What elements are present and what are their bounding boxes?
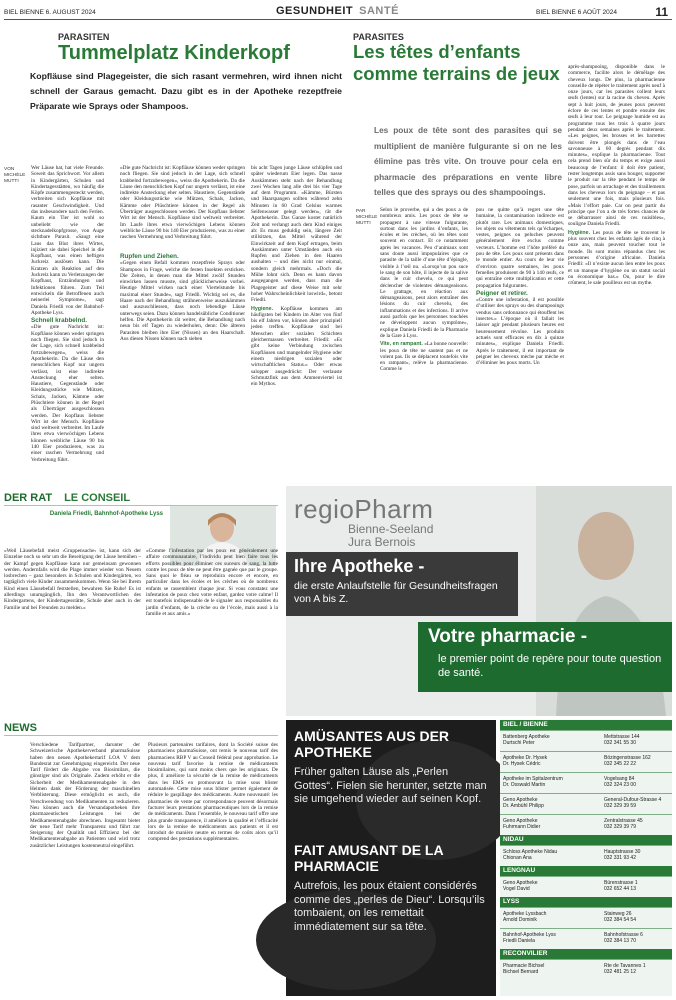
de-col2: «Die gute Nachricht ist: Kopfläuse können weder springen noch fliegen. Sie sind jedoch in der Lage, sich schnell krabbelnd fortzubewegen», weiss die Apothekerin. Da die Läuse den menschlichen Kopf nur ungern verlässt, ist eine indirekte Ansteckung eher selten. Haustiere, Gegenstände oder Kleidungsstücke wie Mützen, Schals, Jacken, Kämme oder Plüschtiere können in der Regel als Überträger ausgeschlossen werden. Der Kopflaus liebster Wirt ist der Mensch. Kopfläuse sind weltweit verbreitet. Im Laufe ihres etwa vierwöchigen Lebens können weibliche Läuse 90 bis 140 Eier produzieren, was zu einer raschen Vermehrung und Verbreitung führt. Rupfen und Ziehen. «Gegen einen Befall kommen rezeptfreie Sprays oder Shampoos in Frage, welche die festen Insekten ersticken. Die Zeiten, in denen man die Mittel zwölf Stunden einwirken lassen musste, sind glücklicherweise vorbei. Heutige Mittel wirken nach einer Viertelstunde bis maximal einer Stunde», sagt Friedli. Wichtig sei es, die Haare nach der Behandlung strähnenweise auszukämmen und auszuschliessen, dass noch lebendige Läuse unterwegs seien. Dazu können handelsübliche Conditioner helfen. Die Apothekerin rät weiter, die Behandlung nach neun bis elf Tagen zu wiederholen, denn: Die älteren Parasiten bleiben ihre Eier (Nissen) an den Haarschaft. Aus diesen Nissen können nach sieben bbox=[120, 165, 245, 342]
lice-ad bbox=[286, 720, 496, 996]
pharmacy-name: Bahnhof-Apotheke Lyss Friedli Daniela bbox=[503, 932, 556, 944]
ad-fr-title: Votre pharmacie - bbox=[428, 626, 588, 647]
pharmacy-name: Geno Apotheke Fuhrmann Didier bbox=[503, 818, 541, 830]
de-col1: Wer Läuse hat, hat viele Freunde. Soweit das Sprichwort. Vor allem in Kindergärten, Schulen und Kindertagesstätten, wo häufig die Köpfe zusammengesteckt werden, verbreiten sich Kopfläuse mit rasanter Geschwindigkeit. Und das insbesondere nach den Ferien. Kaum ein Tier ist wohl so unbeliebt wie der stecknadelkopfgrosse, von Auge sichtbare Parasit. «Saugt eine Laus das Blut ihres Wirtes, injiziert sie dabei Speichel in die Kopfhaut, was einen heftigen Juckreiz auslösen kann. Die Kratzen als Reaktion auf den Juckreiz kann zu Verletzungen der Kopfhaut, Entzündungen und Infektionen führen. Zum Teil entwickeln die Betroffenen auch neinerlei Symptome», sagt Daniela Friedli von der Bahnhof-Apotheke Lyss. Schnell krabbelnd. «Die gute Nachricht ist: Kopfläuse können weder springen noch fliegen. Sie sind jedoch in der Lage, sich schnell krabbelnd fortzubewegen», weiss die Apothekerin. Da die Läuse den menschlichen Kopf nur ungern verlässt, ist eine indirekte Ansteckung eher selten. Haustiere, Gegenstände oder Kleidungsstücke wie Mützen, Schals, Jacken, Kämme oder Plüschtiere können in der Regel als Überträger ausgeschlossen werden. Der Kopflaus liebster Wirt ist der Mensch. Kopfläuse sind weltweit verbreitet. Im Laufe ihres etwa vierwöchigen Lebens können weibliche Läuse 90 bis 140 Eier produzieren, was zu einer raschen Vermehrung und Verbreitung führt. bbox=[31, 165, 104, 463]
de-col3: bis acht Tagen junge Läuse schlüpfen und später wiederum Eier legen. Das nasse Auskämmen steht nach der Behandlung zwei Wochen lang alle drei bis vier Tage auf dem Programm. «Kämme, Bürsten und Haarspangen sollten während zehn Minuten in 60 Grad Celsius warmes Seifenwasser gelegt werden», rät die Apothekerin. Das Ganze kostet natürlich Zeit und verlangt auch dem Kind einiges ab: Es muss geduldig sein, längere Zeit stillsitzen, das Mittel während der Einwirkzeit auf dem Kopf ertragen, beim Auskämmen unter Umständen auch ein Rupfen und Ziehen in den Haaren aushalten – und dies nicht nur einmal, sondern gleich mehrmals. «Doch die Mühe lohnt sich. Denn es kann davon ausgegangen werden, dass man die Plagegeister auf diese Weise mit sehr hoher Wahrscheinlichkeit loswird», betont Friedli. Hygiene. Kopfläuse kommen am häufigsten bei Kindern im Alter von fünf bis elf Jahren vor, können aber prinzipiell jeden treffen. Kopfläuse sind bei Menschen aller sozialen Schichten gleichermassen verbreitet. Friedli: «Es gibt keine Verbindung zwischen Kopfläusen und mangelnder Hygiene oder einem niedrigen sozialen oder wirtschaftlichen Status.» Oder etwas salopper ausgedrückt: Der verlauste Schmutzfink aus dem Ammenviertel ist ein Mythos. bbox=[251, 165, 342, 388]
de-sub3: Hygiene. bbox=[251, 305, 274, 312]
news-header: NEWS bbox=[4, 718, 278, 736]
fr-sub2: Peigner et retirer. bbox=[476, 289, 528, 297]
der-rat-author: Daniela Friedli, Bahnhof-Apotheke Lyss bbox=[49, 511, 163, 517]
ad-lice-de-title: AMÜSANTES AUS DER APOTHEKE bbox=[294, 728, 450, 760]
ad-de-text: die erste Anlaufstelle für Gesundheitsfragen von A bis Z. bbox=[294, 580, 498, 605]
regiopharm-region-2: Jura Bernois bbox=[348, 535, 416, 549]
pharmacy-address: General-Dufour-Strasse 4 032 329 39 59 bbox=[604, 797, 662, 809]
pharmacy-name: Geno Apotheke Dr. Ambühl Philipp bbox=[503, 797, 544, 809]
pharmacy-entry bbox=[500, 876, 672, 897]
pharmacy-name: Apotheke im Spitalzentrum Dr. Osswald Martin bbox=[503, 776, 563, 788]
pharmacy-entry bbox=[500, 928, 672, 949]
pharmacy-entry bbox=[500, 772, 672, 793]
pharmacy-name: Geno Apotheke Vogel David bbox=[503, 880, 538, 892]
regiopharm-ad[interactable] bbox=[286, 486, 672, 716]
ad-lice-fr-title: FAIT AMUSANT DE LA PHARMACIE bbox=[294, 842, 444, 874]
ad-de-title: Ihre Apotheke - bbox=[294, 556, 425, 576]
header-date-de: BIEL BIENNE 6. AUGUST 2024 bbox=[4, 9, 96, 16]
pharmacy-address: Hauptstrasse 30 032 331 93 42 bbox=[604, 849, 641, 861]
ad-fr-box bbox=[418, 622, 672, 692]
page-number: 11 bbox=[655, 5, 668, 19]
de-kicker: PARASITEN bbox=[58, 32, 110, 42]
pharmacy-region-header: BIEL / BIENNE bbox=[500, 720, 672, 730]
fr-sub3: Hygiène. bbox=[568, 229, 591, 236]
de-title: Tummelplatz Kinderkopf bbox=[58, 42, 290, 64]
pharmacy-address: Rte de Tavannes 1 032 481 25 12 bbox=[604, 963, 646, 975]
fr-byline: PAR MICHÈLE MUTTI bbox=[356, 209, 378, 226]
pharmacy-address: Bürenstrasse 1 032 652 44 13 bbox=[604, 880, 638, 892]
ad-lice-de-text: Früher galten Läuse als „Perlen Gottes“. Fielen sie herunter, setzte man sie umgehend wieder auf seinen Kopf. bbox=[294, 766, 487, 805]
de-lead: Kopfläuse sind Plagegeister, die sich rasant vermehren, wird ihnen nicht schnell der Garaus gemacht. Dazu gibt es in der Apotheke rezeptfreie Präparate wie Sprays oder Shampoos. bbox=[30, 71, 342, 111]
pharmacy-entry bbox=[500, 845, 672, 866]
pharmacy-address: Vogelsang 84 032 324 23 00 bbox=[604, 776, 636, 788]
pharmacy-name: Apotheke Dr. Hysek Dr. Hysek Cédric bbox=[503, 755, 548, 767]
pharmacy-region-header: NIDAU bbox=[500, 835, 672, 845]
der-rat-text-de: «Weil Läusebefall meist ‹Gruppensache› ist, kann sich der Einzelne noch so sehr um die Beseitigung der Läuse bemühen – der Kampf gegen Kopfläuse kann nur gemeinsam gewonnen werden. Andernfalls wird die Plage immer wieder von Neuem losbrechen – ganz besonders in Schulen und Kindergärten, wo tagtäglich viele Kinder zusammenkommen. Wenn Sie bei Ihrem Kind einen Läusebefall feststellen, bewahren Sie Ruhe! Es ist allerdings unumgänglich, Ihn den Verantwortlichen des Kindergartens, der Kindertagesstätte, Schule aber auch in der Familie und bei Freunden zu melden.» bbox=[4, 548, 141, 611]
regiopharm-region-1: Bienne-Seeland bbox=[348, 522, 434, 536]
pharmacy-name: Battenberg Apotheke Durtschi Peter bbox=[503, 734, 550, 746]
fr-title: Les têtes d’enfants comme terrains de jeux bbox=[353, 41, 560, 84]
pharmacy-name: Pharmacie Bichsel Bichsel Bernard bbox=[503, 963, 545, 975]
pharmacy-address: Bözingenstrasse 162 032 345 22 22 bbox=[604, 755, 651, 767]
pharmacy-name: Schloss Apotheke Nidau Chionan Ana bbox=[503, 849, 558, 861]
news-text-de: Verschiedene Tarifpartner, darunter der Schweizerische Apothekerverband pharmaSuisse haben den neuen Apothekertarif LOA V dem Bundesrat zur Genehmigung eingereicht. Der neue Tarif fördert die Abgabe von Biosimilars, die günstiger sind als Originale. Zudem erhöht er die Sicherheit der Medikamentenabgabe in den Heimen dank der Förderung der maschinellen Verblisterung. Diese ermöglicht es auch, die Verschwendung von Medikamenten zu reduzieren. Neu können auch die Versandapotheken ihre pharmazeutischen Leistungen bei der Medikamentenabgabe abrechnen. Insgesamt bietet der neue Tarif mehr Transparenz und führt zur Steigerung der Qualität und Effizienz bei der Medikamentenabgabe an Patienten und wird trotz zusätzlicher Leistungen kostenneutral eingeführt. bbox=[30, 742, 140, 849]
pharmacy-entry bbox=[500, 959, 672, 980]
pharmacy-name: Apotheke Lyssbach Arnold Dominik bbox=[503, 911, 547, 923]
pharmacy-entry bbox=[500, 907, 672, 928]
regiopharm-logo: regioPharm bbox=[294, 494, 434, 524]
fr-kicker: PARASITES bbox=[353, 32, 404, 42]
fr-col3: après-shampooing, disponible dans le commerce, facilite alors le démêlage des cheveux longs. De plus, la pharmacienne conseille de répéter le traitement après neuf à onze jours, car les parasites collent leurs œufs (lentes) sur la racine du cheveu. Après sept à huit jours, de jeunes poux peuvent éclore de ces lentes et pondre ensuite des œufs à leur tour. Le peignage humide est au programme tous les trois à quatre jours pendant deux semaines après le traitement. «Les peignes, les brosses et les barrettes doivent être plongés dans de l’eau savonneuse à 60 degrés pendant dix minutes», explique la pharmacienne. Tout cela prend bien sûr du temps et exige aussi beaucoup de l’enfant: il doit être patient, rester longtemps assis sans bouger, supporter le produit sur la tête pendant le temps de pose, parfois un arrachage et des tiraillements dans les cheveux lors du peignage – et pas seulement une fois, mais plusieurs fois. «Mais l’effort paie. Car on peut partir du principe que l’on a de très fortes chances de se débarrasser ainsi de ces nuisibles», souligne Daniela Friedli. Hygiène. Les poux de tête se trouvent le plus souvent chez les enfants âgés de cinq à onze ans, mais peuvent toucher tout le monde. Ils sont moins répandus chez les personnes d’origine africaine. Daniela Friedli: «Il n’existe aucun lien entre les poux et un manque d’hygiène ou un statut social ou économique bas.» Ou, pour le dire crûment, le sale pouilleux est un mythe. bbox=[568, 64, 665, 287]
pharmacy-address: Mettstrasse 144 032 341 55 30 bbox=[604, 734, 640, 746]
ad-fr-text: le premier point de repère pour toute question de santé. bbox=[438, 653, 662, 679]
pharmacy-entry bbox=[500, 730, 672, 751]
pharmacy-address: Stainweg 26 032 384 54 54 bbox=[604, 911, 636, 923]
fr-sub1: Vite, en rampant. bbox=[380, 341, 423, 348]
pharmacy-region-header: RECONVILIER bbox=[500, 949, 672, 959]
header-section: GESUNDHEIT SANTÉ bbox=[276, 5, 399, 17]
pharmacy-address: Bahnhofstrasse 6 032 384 13 70 bbox=[604, 932, 643, 944]
pharmacy-list bbox=[500, 720, 672, 996]
de-sub2: Rupfen und Ziehen. bbox=[120, 253, 179, 260]
fr-col2: pou ne quitte qu’à regret une tête humaine, la contamination indirecte est plutôt rare. Les animaux domestiques, les objets ou vêtements tels qu’écharpes, vestes, peignes ou peluches peuvent généralement être exclus comme vecteurs. L’homme est l’hôte préféré du pou de tête. Les poux sont présents dans le monde entier. Au cours de leur vie d’environ quatre semaines, les poux femelles produisent de 90 à 140 œufs, ce qui entraîne cette multiplication et cette propagation fulgurantes. Peigner et retirer. «Contre une infestation, il est possible d’utiliser des sprays ou des shampooings vendus sans ordonnance qui étouffent les insectes.» L’époque où il fallait les laisser agir pendant plusieurs heures est heureusement révolue. Les produits actuels sont efficaces en dix à quinze minutes», explique Daniela Friedli. Après le traitement, il est important de peigner les cheveux mèche par mèche et d’éliminer les poux morts. Un bbox=[476, 207, 564, 367]
pharmacy-entry bbox=[500, 751, 672, 772]
pharmacy-entry bbox=[500, 793, 672, 814]
de-byline: VON MICHÈLE MUTTI bbox=[4, 167, 26, 184]
pharmacy-region-header: LYSS bbox=[500, 897, 672, 907]
ad-de-box bbox=[286, 552, 518, 616]
news-text-fr: Plusieurs partenaires tarifaires, dont la Société suisse des pharmaciens pharmaSuisse, ont remis le nouveau tarif des pharmaciens RBP V au Conseil fédéral pour approbation. Le nouveau tarif favorise la remise de médicaments biosimilaires, qui sont moins chers que les originaux. De plus, il améliore la sécurité de la remise de médicaments dans les EMS en promouvant la mise sous blister automatisée. Cette mise sous blister permet également de réduire le gaspillage des médicaments. Autre nouveauté: les pharmacies de vente par correspondance peuvent désormais facturer leurs prestations pharmaceutiques lors de la remise de médicaments. Dans l’ensemble, le nouveau tarif offre une plus grande transparence, il améliore la qualité et l’efficacité lors de la remise de médicaments aux patients et il est introduit de manière neutre en termes de coûts alors qu’il comprend des prestations supplémentaires. bbox=[148, 742, 278, 843]
de-sub1: Schnell krabbelnd. bbox=[31, 317, 87, 325]
pharmacy-address: Zentralstrasse 45 032 329 39 79 bbox=[604, 818, 643, 830]
pharmacy-region-header: LENGNAU bbox=[500, 866, 672, 876]
header-date-fr: BIEL BIENNE 6 AOÛT 2024 bbox=[536, 9, 617, 16]
der-rat-header: DER RAT LE CONSEIL bbox=[4, 488, 278, 506]
fr-lead: Les poux de tête sont des parasites qui se multiplient de manière fulgurante si on ne les élimine pas très vite. On trouve pour cela en pharmacie des préparations en vente libre telles que des sprays ou des shampooings. bbox=[374, 125, 562, 197]
ad-lice-fr-text: Autrefois, les poux étaient considérés comme des „perles de Dieu“. Lorsqu’ils tombaient, on les remettait immédiatement sur sa tête. bbox=[294, 880, 485, 933]
der-rat-text-fr: «Comme l’infestation par les poux est généralement une affaire communautaire, l’individu peut bien faire tous les efforts possibles pour éliminer ces suceurs de sang, la lutte contre les poux de tête ne peut être gagnée que par le groupe. Sans quoi le fléau se reproduira encore et encore, en particulier dans les écoles et les crèches où de nombreux enfants se rassemblent chaque jour. Si vous constatez une infestation de poux chez votre enfant, gardez votre calme! Il est toutefois indispensable de le signaler aux responsables du jardin d’enfants, de la crèche ou de l’école, mais aussi à la famille et aux amis.» bbox=[146, 548, 278, 617]
pharmacy-entry bbox=[500, 814, 672, 835]
page-header bbox=[4, 4, 672, 20]
fr-col1: Selon le proverbe, qui a des poux a de nombreux amis. Les poux de tête se propagent à une vitesse fulgurante, surtout dans les jardins d’enfants, les écoles et les crèches, où les têtes sont souvent en contact. Et ce notamment après les vacances. Peu d’animaux sont sans doute aussi impopulaires que ce parasite de la taille d’une tête d’épingle, visible à l’œil nu. «Lorsqu’un pou suce le sang de son hôte, il injecte de la salive dans le cuir chevelu, ce qui peut déclencher de violentes démangeaisons. Le grattage, en réaction aux démangeaisons, peut alors entraîner des lésions du cuir chevelu, des inflammations et des infections. Il arrive aussi parfois que les personnes touchées ne développent aucun symptôme», explique Daniela Friedli de la Pharmacie de la Gare à Lyss. Vite, en rampant. «La bonne nouvelle: les poux de tête ne sautent pas et ne volent pas. Ils se déplacent toutefois vite en rampant», relève la pharmacienne. Comme le bbox=[380, 207, 469, 373]
